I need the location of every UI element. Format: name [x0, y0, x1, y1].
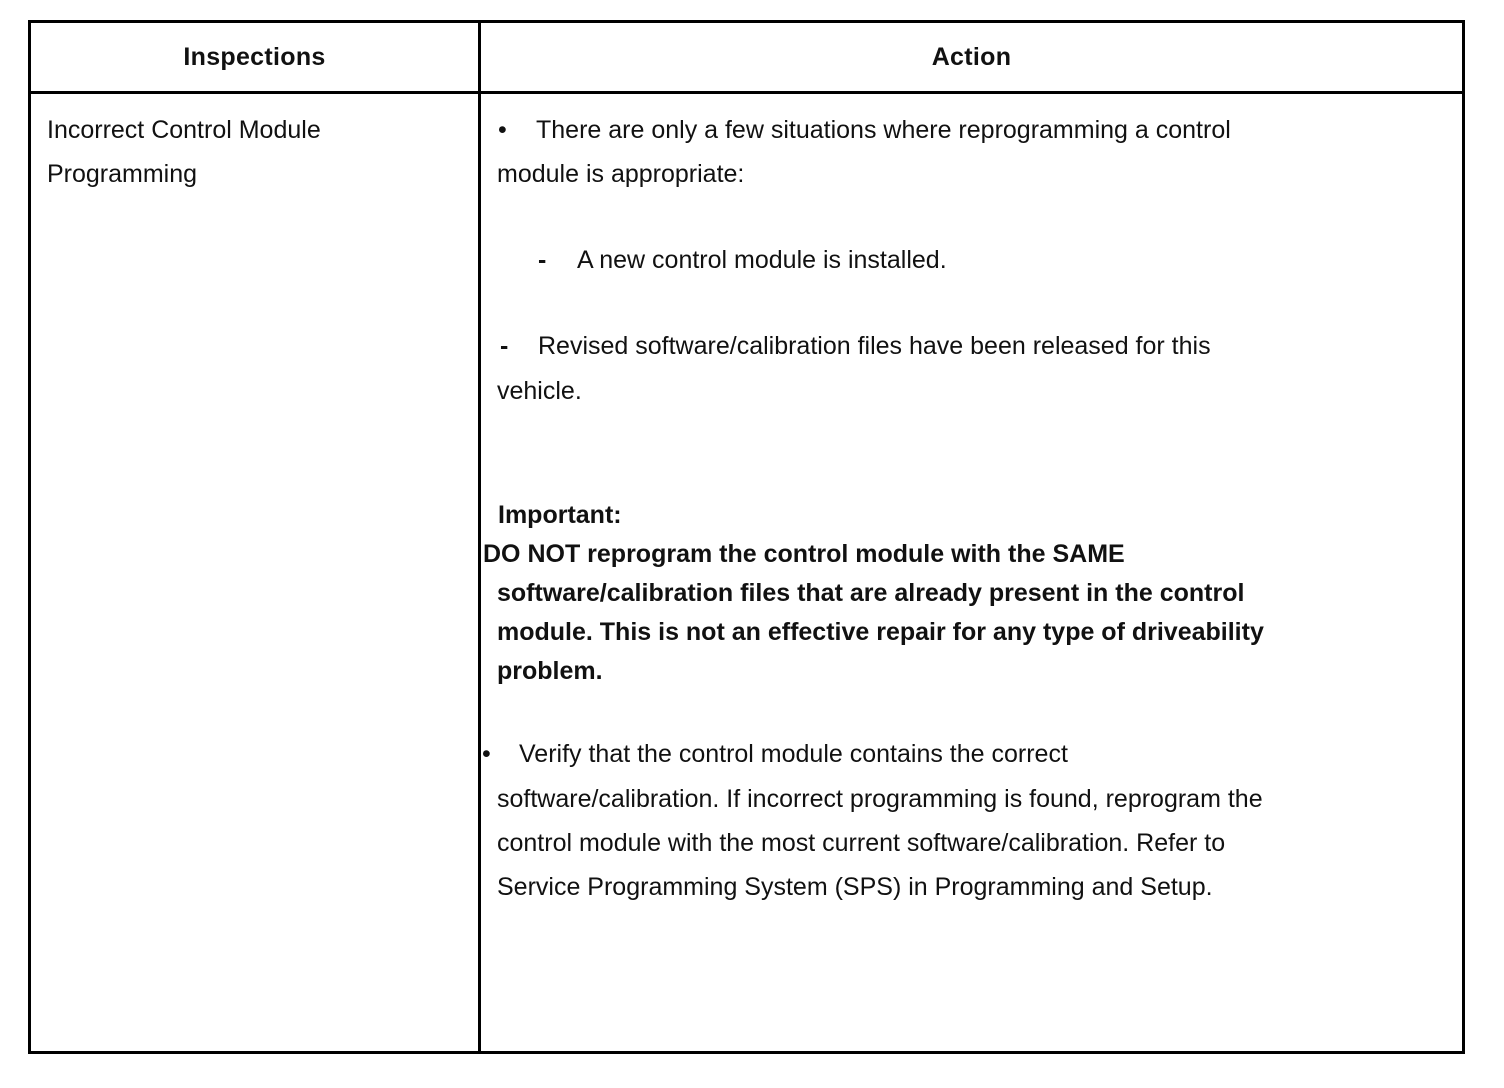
dash-marker: - [538, 246, 547, 274]
important-line3: module. This is not an effective repair for any type of driveability [497, 618, 1264, 646]
header-inspections: Inspections [183, 42, 326, 71]
column-divider [478, 23, 481, 1051]
important-line1: DO NOT reprogram the control module with the SAME [483, 540, 1125, 568]
bullet-marker: • [482, 740, 491, 768]
bullet2-line2: software/calibration. If incorrect programming is found, reprogram the [497, 785, 1263, 813]
dash-marker: - [500, 332, 509, 360]
bullet-marker: • [498, 116, 507, 144]
sub2-line1: Revised software/calibration files have been released for this [538, 332, 1211, 360]
important-label: Important: [498, 501, 622, 529]
important-line2: software/calibration files that are already present in the control [497, 579, 1245, 607]
sub2-line2: vehicle. [497, 377, 582, 405]
bullet1-line1: There are only a few situations where reprogramming a control [536, 116, 1231, 144]
inspection-text-line2: Programming [47, 160, 198, 188]
bullet2-line3: control module with the most current software/calibration. Refer to [497, 829, 1226, 857]
bullet2-line1: Verify that the control module contains the correct [519, 740, 1068, 768]
inspection-text-line1: Incorrect Control Module [47, 116, 321, 144]
bullet2-line4: Service Programming System (SPS) in Programming and Setup. [497, 873, 1213, 901]
important-line4: problem. [497, 657, 603, 685]
bullet1-line2: module is appropriate: [497, 160, 745, 188]
header-divider [31, 91, 1462, 94]
header-action: Action [931, 42, 1012, 71]
sub1-text: A new control module is installed. [577, 246, 947, 274]
